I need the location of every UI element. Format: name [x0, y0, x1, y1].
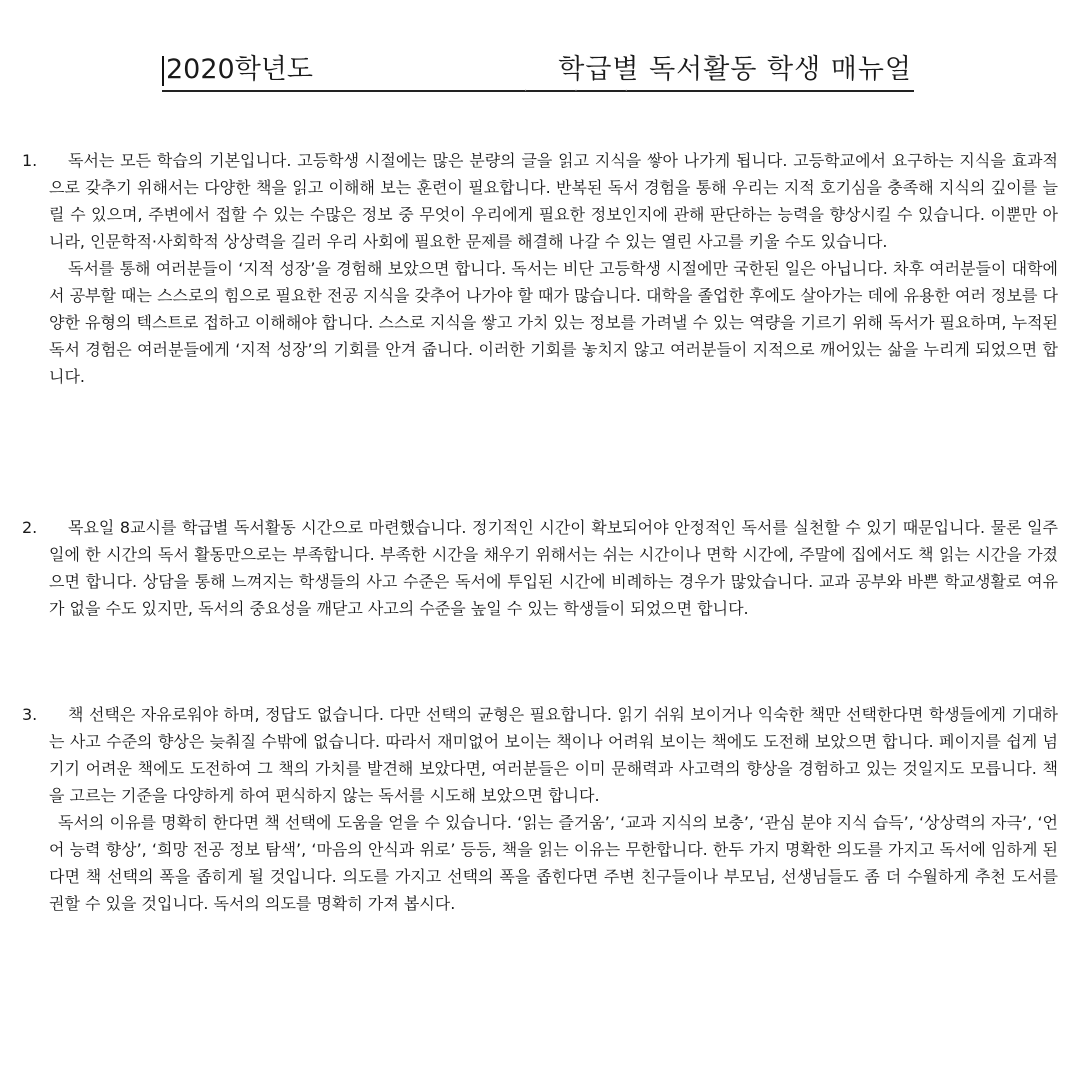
section-1 [22, 147, 1058, 390]
section-paragraph: 목요일 8교시를 학급별 독서활동 시간으로 마련했습니다. 정기적인 시간이 확보되어야 안정적인 독서를 실천할 수 있기 때문입니다. 물론 일주일에 한 시간의 독서 활동만으로는 부족합니다. 부족한 시간을 채우기 위해서는 쉬는 시간이나 면학 시간에, 주말에 집에서도 책 읽는 시간을 가졌으면 합니다. 상담을 통해 느껴지는 학생들의 사고 수준은 독서에 투입된 시간에 비례하는 경우가 많았습니다. 교과 공부와 바쁜 학교생활로 여유가 없을 수도 있지만, 독서의 중요성을 깨닫고 사고의 수준을 높일 수 있는 학생들이 되었으면 합니다. [49, 518, 1058, 618]
section-number: 3. [22, 705, 38, 724]
title-main: 학급별 독서활동 학생 매뉴얼 [558, 54, 912, 85]
section-number: 2. [22, 518, 38, 537]
section-paragraph: 독서를 통해 여러분들이 ‘지적 성장’을 경험해 보았으면 합니다. 독서는 비단 고등학생 시절에만 국한된 일은 아닙니다. 차후 여러분들이 대학에서 공부할 때는 스스로의 힘으로 필요한 전공 지식을 갖추어 나가야 할 때가 많습니다. 대학을 졸업한 후에도 살아가는 데에 유용한 여러 정보를 다양한 유형의 텍스트로 접하고 이해해야 합니다. 스스로 지식을 쌓고 가치 있는 정보를 가려낼 수 있는 역량을 기르기 위해 독서가 필요하며, 누적된 독서 경험은 여러분들에게 ‘지적 성장’의 기회를 안겨 줍니다. 이러한 기회를 놓치지 않고 여러분들이 지적으로 깨어있는 삶을 누리게 되었으면 합니다. [49, 259, 1058, 386]
section-paragraph: 독서는 모든 학습의 기본입니다. 고등학생 시절에는 많은 분량의 글을 읽고 지식을 쌓아 나가게 됩니다. 고등학교에서 요구하는 지식을 효과적으로 갖추기 위해서는 다양한 책을 읽고 이해해 보는 훈련이 필요합니다. 반복된 독서 경험을 통해 우리는 지적 호기심을 충족해 지식의 깊이를 늘릴 수 있으며, 주변에서 접할 수 있는 수많은 정보 중 무엇이 우리에게 필요한 정보인지에 관해 판단하는 능력을 향상시킬 수 있습니다. 이뿐만 아니라, 인문학적·사회학적 상상력을 길러 우리 사회에 필요한 문제를 해결해 나갈 수 있는 열린 사고를 키울 수도 있습니다. [49, 151, 1058, 251]
text-cursor [162, 56, 164, 86]
title-year: 2020학년도 [166, 54, 313, 85]
section-2 [22, 514, 1058, 622]
section-3 [22, 701, 1058, 917]
title-spacer-dots: · · · [524, 86, 650, 97]
document-title [162, 52, 914, 97]
section-paragraph: 책 선택은 자유로워야 하며, 정답도 없습니다. 다만 선택의 균형은 필요합니다. 읽기 쉬워 보이거나 익숙한 책만 선택한다면 학생들에게 기대하는 사고 수준의 향상은 늦춰질 수밖에 없습니다. 따라서 재미없어 보이는 책이나 어려워 보이는 책에도 도전해 보았으면 합니다. 페이지를 쉽게 넘기기 어려운 책에도 도전하여 그 책의 가치를 발견해 보았다면, 여러분들은 이미 문해력과 사고력의 향상을 경험하고 있는 것일지도 모릅니다. 책을 고르는 기준을 다양하게 하여 편식하지 않는 독서를 시도해 보았으면 합니다. [49, 705, 1058, 805]
section-number: 1. [22, 151, 38, 170]
section-paragraph: 독서의 이유를 명확히 한다면 책 선택에 도움을 얻을 수 있습니다. ‘읽는 즐거움’, ‘교과 지식의 보충’, ‘관심 분야 지식 습득’, ‘상상력의 자극’, ‘언어 능력 향상’, ‘희망 전공 정보 탐색’, ‘마음의 안식과 위로’ 등등, 책을 읽는 이유는 무한합니다. 한두 가지 명확한 의도를 가지고 독서에 임하게 된다면 책 선택의 폭을 좁히게 될 것입니다. 의도를 가지고 선택의 폭을 좁힌다면 주변 친구들이나 부모님, 선생님들도 좀 더 수월하게 추천 도서를 권할 수 있을 것입니다. 독서의 의도를 명확히 가져 봅시다. [49, 813, 1058, 913]
